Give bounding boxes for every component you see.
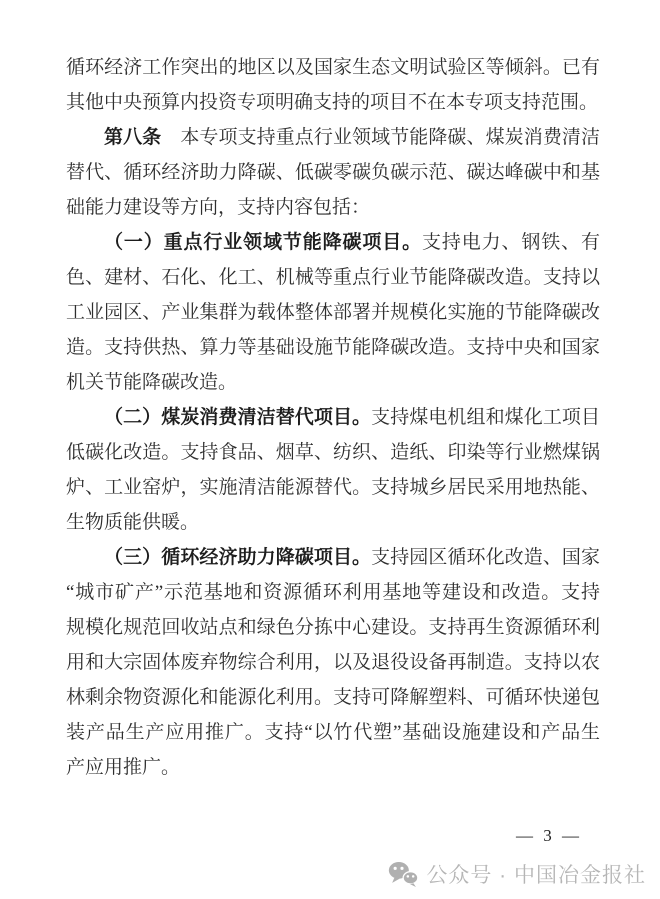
document-line	[66, 190, 600, 225]
line-text: 其他中央预算内投资专项明确支持的项目不在本专项支持范围。	[66, 92, 599, 113]
line-text: 低碳化改造。支持食品、烟草、纺织、造纸、印染等行业燃煤锅	[66, 442, 600, 463]
line-text: 替代、循环经济助力降碳、低碳零碳负碳示范、碳达峰碳中和基	[66, 162, 600, 183]
line-text: 色、建材、石化、化工、机械等重点行业节能降碳改造。支持以	[66, 267, 600, 288]
document-line	[66, 470, 600, 505]
watermark	[388, 859, 646, 889]
item-heading: （一）重点行业领域节能降碳项目。	[104, 232, 422, 253]
document-line	[66, 85, 600, 120]
document-line	[66, 260, 600, 295]
item-heading: （二）煤炭消费清洁替代项目。	[104, 407, 372, 428]
line-text: 本专项支持重点行业领域节能降碳、煤炭消费清洁	[161, 127, 600, 148]
watermark-text: 公众号 · 中国冶金报社	[426, 864, 646, 887]
line-text: 机关节能降碳改造。	[66, 372, 238, 393]
line-text: “城市矿产”示范基地和资源循环利用基地等建设和改造。支持	[66, 582, 600, 603]
document-line	[66, 50, 600, 85]
document-line	[66, 225, 600, 260]
document-line	[66, 750, 600, 785]
document-line	[66, 400, 600, 435]
line-text: 循环经济工作突出的地区以及国家生态文明试验区等倾斜。已有	[66, 57, 600, 78]
line-text: 生物质能供暖。	[66, 512, 200, 533]
line-text: 础能力建设等方向，支持内容包括：	[66, 197, 371, 218]
line-text: 支持电力、钢铁、有	[421, 232, 600, 253]
document-line	[66, 505, 600, 540]
line-text: 产应用推广。	[66, 757, 181, 778]
article-number: 第八条	[104, 127, 162, 148]
item-heading: （三）循环经济助力降碳项目。	[104, 547, 372, 568]
document-line	[66, 715, 600, 750]
document-line	[66, 155, 600, 190]
document-line	[66, 365, 600, 400]
line-text: 规模化规范回收站点和绿色分拣中心建设。支持再生资源循环利	[66, 617, 600, 638]
document-line	[66, 540, 600, 575]
page-number: — 3 —	[516, 826, 582, 845]
line-text: 工业园区、产业集群为载体整体部署并规模化实施的节能降碳改	[66, 302, 600, 323]
line-text: 用和大宗固体废弃物综合利用，以及退役设备再制造。支持以农	[66, 652, 600, 673]
document-line	[66, 330, 600, 365]
wechat-icon	[388, 861, 418, 888]
document-line	[66, 610, 600, 645]
document-line	[66, 295, 600, 330]
document-line	[66, 680, 600, 715]
line-text: 炉、工业窑炉，实施清洁能源替代。支持城乡居民采用地热能、	[66, 477, 600, 498]
document-line	[66, 575, 600, 610]
line-text: 支持园区循环化改造、国家	[371, 547, 600, 568]
line-text: 支持煤电机组和煤化工项目	[371, 407, 600, 428]
line-text: 林剩余物资源化和能源化利用。支持可降解塑料、可循环快递包	[66, 687, 600, 708]
document-line	[66, 645, 600, 680]
document-line	[66, 435, 600, 470]
document-line	[66, 120, 600, 155]
document-body	[66, 50, 600, 785]
line-text: 造。支持供热、算力等基础设施节能降碳改造。支持中央和国家	[66, 337, 600, 358]
line-text: 装产品生产应用推广。支持“以竹代塑”基础设施建设和产品生	[66, 722, 600, 743]
